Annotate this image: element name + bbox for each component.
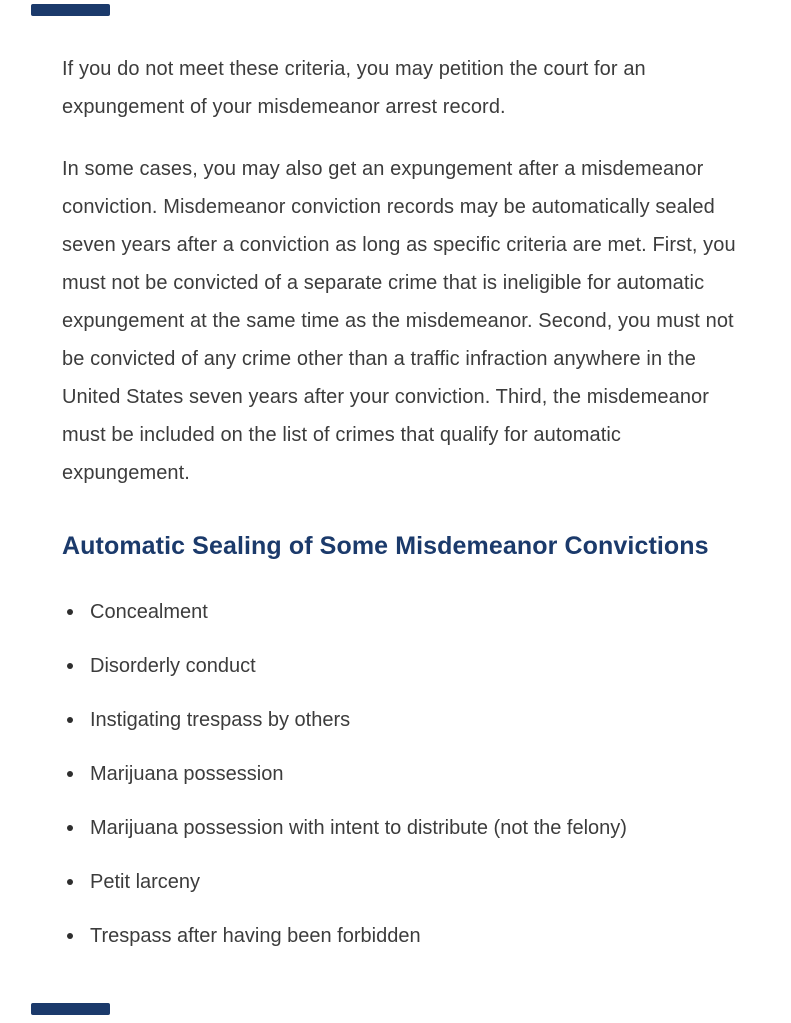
paragraph-expungement-after-conviction: In some cases, you may also get an expungement after a misdemeanor conviction. Misdemeanor conviction records may be automatically sealed seven years after a conviction as long as specific criteria are met. First, you must not be convicted of a separate crime that is ineligible for automatic expungement at the same time as the misdemeanor. Second, you must not be convicted of any crime other than a traffic infraction anywhere in the United States seven years after your conviction. Third, the misdemeanor must be included on the list of crimes that qualify for automatic expungement. — [62, 158, 736, 484]
clipped-heading-text-top — [31, 4, 110, 16]
document-body — [62, 50, 738, 975]
list-item — [62, 921, 738, 951]
list-item-label: Instigating trespass by others — [90, 709, 351, 731]
list-item — [62, 759, 738, 789]
list-item-label: Trespass after having been forbidden — [90, 925, 421, 947]
misdemeanor-list — [62, 597, 738, 951]
list-item — [62, 597, 738, 627]
clipped-heading-text-bottom — [31, 1003, 110, 1015]
list-item-label: Marijuana possession with intent to distribute (not the felony) — [90, 817, 627, 839]
list-item-label: Petit larceny — [90, 871, 201, 893]
list-item — [62, 867, 738, 897]
list-item — [62, 651, 738, 681]
list-item — [62, 705, 738, 735]
section-heading-automatic-sealing: Automatic Sealing of Some Misdemeanor Convictions — [62, 532, 709, 560]
list-item-label: Marijuana possession — [90, 763, 284, 785]
list-item-label: Disorderly conduct — [90, 655, 256, 677]
list-item — [62, 813, 738, 843]
paragraph-petition-court: If you do not meet these criteria, you may petition the court for an expungement of your misdemeanor arrest record. — [62, 58, 646, 118]
list-item-label: Concealment — [90, 601, 208, 623]
